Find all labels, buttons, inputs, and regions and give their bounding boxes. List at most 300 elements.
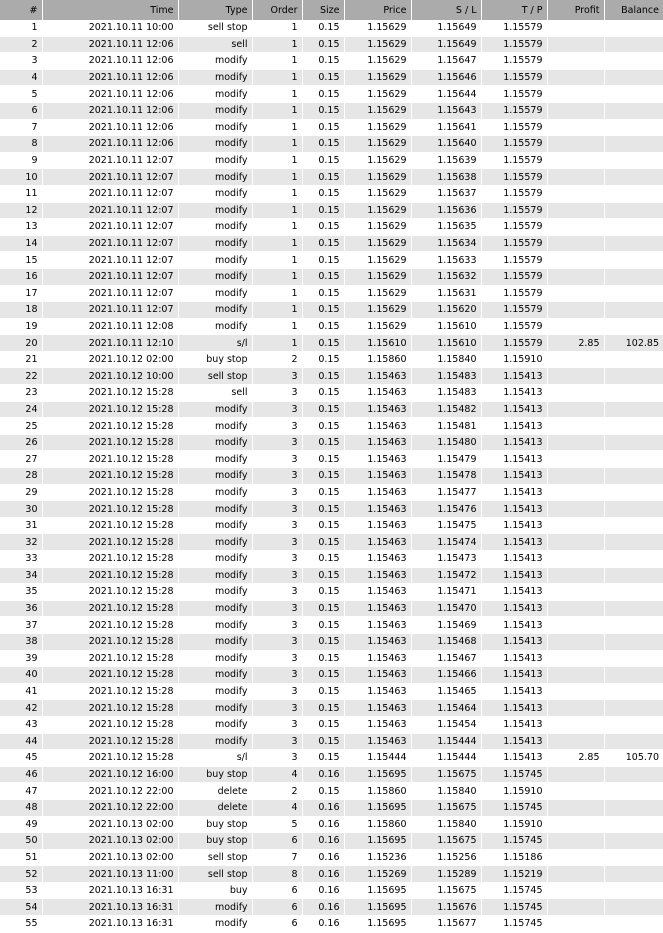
col-size-cell: 0.15 <box>302 235 344 252</box>
col-size-cell: 0.15 <box>302 318 344 335</box>
col-number-cell: 28 <box>0 468 42 485</box>
table-row[interactable] <box>0 86 663 103</box>
col-balance-cell <box>604 766 663 783</box>
col-number-cell: 17 <box>0 285 42 302</box>
col-number-cell: 11 <box>0 185 42 202</box>
col-tp-cell: 1.15579 <box>481 318 547 335</box>
col-time-cell: 2021.10.12 22:00 <box>42 799 178 816</box>
col-profit-cell <box>547 617 604 634</box>
table-row[interactable] <box>0 916 663 933</box>
col-time-cell: 2021.10.12 15:28 <box>42 385 178 402</box>
col-order-cell: 1 <box>252 152 302 169</box>
table-row[interactable] <box>0 119 663 136</box>
col-size-cell: 0.16 <box>302 882 344 899</box>
col-balance-cell <box>604 20 663 36</box>
col-order-cell: 1 <box>252 252 302 269</box>
col-sl-cell: 1.15474 <box>411 534 481 551</box>
col-balance-header[interactable]: Balance <box>604 0 663 20</box>
col-sl-cell: 1.15620 <box>411 302 481 319</box>
table-row[interactable] <box>0 600 663 617</box>
col-order-cell: 3 <box>252 368 302 385</box>
table-row[interactable] <box>0 517 663 534</box>
col-type-cell: modify <box>178 683 252 700</box>
col-time-cell: 2021.10.11 12:06 <box>42 119 178 136</box>
col-type-cell: modify <box>178 169 252 186</box>
col-profit-cell <box>547 766 604 783</box>
col-size-cell: 0.15 <box>302 567 344 584</box>
col-balance-cell <box>604 268 663 285</box>
col-price-cell: 1.15463 <box>344 385 411 402</box>
col-type-cell: modify <box>178 318 252 335</box>
col-tp-cell: 1.15745 <box>481 899 547 916</box>
col-price-cell: 1.15444 <box>344 750 411 767</box>
col-price-cell: 1.15463 <box>344 451 411 468</box>
col-tp-cell: 1.15413 <box>481 551 547 568</box>
col-type-header[interactable]: Type <box>178 0 252 20</box>
col-order-cell: 1 <box>252 335 302 352</box>
col-sl-cell: 1.15644 <box>411 86 481 103</box>
col-time-cell: 2021.10.12 02:00 <box>42 351 178 368</box>
col-type-cell: modify <box>178 716 252 733</box>
table-row[interactable] <box>0 318 663 335</box>
col-price-cell: 1.15463 <box>344 617 411 634</box>
table-row[interactable] <box>0 584 663 601</box>
table-row[interactable] <box>0 833 663 850</box>
col-size-cell: 0.15 <box>302 667 344 684</box>
col-type-cell: modify <box>178 633 252 650</box>
col-number-cell: 52 <box>0 866 42 883</box>
col-order-cell: 1 <box>252 302 302 319</box>
col-size-cell: 0.15 <box>302 633 344 650</box>
col-tp-cell: 1.15579 <box>481 86 547 103</box>
col-profit-cell <box>547 302 604 319</box>
col-profit-cell <box>547 318 604 335</box>
col-balance-cell <box>604 385 663 402</box>
col-tp-header[interactable]: T / P <box>481 0 547 20</box>
table-row[interactable] <box>0 219 663 236</box>
col-price-cell: 1.15629 <box>344 86 411 103</box>
table-row[interactable] <box>0 69 663 86</box>
col-number-cell: 54 <box>0 899 42 916</box>
col-number-cell: 42 <box>0 700 42 717</box>
col-profit-cell: 2.85 <box>547 335 604 352</box>
col-price-header[interactable]: Price <box>344 0 411 20</box>
col-size-cell: 0.15 <box>302 501 344 518</box>
col-balance-cell <box>604 882 663 899</box>
col-time-cell: 2021.10.11 12:06 <box>42 102 178 119</box>
table-row[interactable] <box>0 567 663 584</box>
col-tp-cell: 1.15413 <box>481 716 547 733</box>
col-type-cell: modify <box>178 667 252 684</box>
table-row[interactable] <box>0 268 663 285</box>
table-row[interactable] <box>0 185 663 202</box>
table-row[interactable] <box>0 750 663 767</box>
col-sl-cell: 1.15471 <box>411 584 481 601</box>
table-row[interactable] <box>0 418 663 435</box>
col-time-cell: 2021.10.12 15:28 <box>42 501 178 518</box>
col-number-cell: 4 <box>0 69 42 86</box>
table-row[interactable] <box>0 501 663 518</box>
col-order-cell: 1 <box>252 102 302 119</box>
table-row[interactable] <box>0 285 663 302</box>
col-type-cell: modify <box>178 451 252 468</box>
table-row[interactable] <box>0 235 663 252</box>
table-row[interactable] <box>0 866 663 883</box>
col-sl-cell: 1.15636 <box>411 202 481 219</box>
col-type-cell: modify <box>178 916 252 933</box>
col-profit-cell <box>547 20 604 36</box>
table-row[interactable] <box>0 368 663 385</box>
col-time-cell: 2021.10.12 15:28 <box>42 517 178 534</box>
col-price-cell: 1.15695 <box>344 899 411 916</box>
col-time-cell: 2021.10.11 12:07 <box>42 285 178 302</box>
col-price-cell: 1.15463 <box>344 501 411 518</box>
col-type-cell: modify <box>178 468 252 485</box>
table-body <box>0 20 663 932</box>
table-row[interactable] <box>0 849 663 866</box>
table-row[interactable] <box>0 451 663 468</box>
col-price-cell: 1.15629 <box>344 136 411 153</box>
col-size-cell: 0.15 <box>302 202 344 219</box>
col-tp-cell: 1.15579 <box>481 335 547 352</box>
col-order-cell: 3 <box>252 501 302 518</box>
col-time-cell: 2021.10.12 15:28 <box>42 451 178 468</box>
col-tp-cell: 1.15413 <box>481 600 547 617</box>
col-price-cell: 1.15463 <box>344 567 411 584</box>
table-row[interactable] <box>0 667 663 684</box>
col-time-cell: 2021.10.11 12:10 <box>42 335 178 352</box>
col-order-header[interactable]: Order <box>252 0 302 20</box>
col-size-cell: 0.15 <box>302 285 344 302</box>
col-sl-header[interactable]: S / L <box>411 0 481 20</box>
col-order-cell: 6 <box>252 882 302 899</box>
col-balance-cell <box>604 318 663 335</box>
col-price-cell: 1.15236 <box>344 849 411 866</box>
col-sl-cell: 1.15675 <box>411 799 481 816</box>
col-sl-cell: 1.15677 <box>411 916 481 933</box>
col-price-cell: 1.15610 <box>344 335 411 352</box>
col-balance-cell <box>604 716 663 733</box>
col-balance-cell <box>604 401 663 418</box>
col-price-cell: 1.15629 <box>344 152 411 169</box>
table-row[interactable] <box>0 683 663 700</box>
col-type-cell: modify <box>178 434 252 451</box>
col-size-cell: 0.16 <box>302 816 344 833</box>
col-profit-cell <box>547 152 604 169</box>
col-profit-cell <box>547 434 604 451</box>
col-number-cell: 35 <box>0 584 42 601</box>
col-price-cell: 1.15629 <box>344 169 411 186</box>
col-profit-cell <box>547 385 604 402</box>
col-tp-cell: 1.15745 <box>481 833 547 850</box>
col-order-cell: 1 <box>252 136 302 153</box>
table-row[interactable] <box>0 434 663 451</box>
col-price-cell: 1.15629 <box>344 185 411 202</box>
col-order-cell: 1 <box>252 318 302 335</box>
col-number-cell: 31 <box>0 517 42 534</box>
col-sl-cell: 1.15467 <box>411 650 481 667</box>
col-type-cell: modify <box>178 69 252 86</box>
col-type-cell: buy stop <box>178 351 252 368</box>
col-size-cell: 0.15 <box>302 268 344 285</box>
col-time-cell: 2021.10.12 15:28 <box>42 418 178 435</box>
col-number-cell: 38 <box>0 633 42 650</box>
table-row[interactable] <box>0 799 663 816</box>
col-profit-cell <box>547 700 604 717</box>
table-row[interactable] <box>0 882 663 899</box>
col-sl-cell: 1.15635 <box>411 219 481 236</box>
col-tp-cell: 1.15413 <box>481 401 547 418</box>
col-price-cell: 1.15629 <box>344 318 411 335</box>
table-row[interactable] <box>0 633 663 650</box>
col-time-cell: 2021.10.13 02:00 <box>42 816 178 833</box>
table-row[interactable] <box>0 899 663 916</box>
col-time-cell: 2021.10.12 15:28 <box>42 468 178 485</box>
col-balance-cell <box>604 584 663 601</box>
col-balance-cell <box>604 252 663 269</box>
col-balance-cell <box>604 235 663 252</box>
col-size-header[interactable]: Size <box>302 0 344 20</box>
col-tp-cell: 1.15579 <box>481 185 547 202</box>
col-type-cell: modify <box>178 567 252 584</box>
table-row[interactable] <box>0 351 663 368</box>
col-size-cell: 0.15 <box>302 252 344 269</box>
col-profit-cell <box>547 119 604 136</box>
col-order-cell: 3 <box>252 534 302 551</box>
col-tp-cell: 1.15579 <box>481 53 547 70</box>
col-price-cell: 1.15463 <box>344 650 411 667</box>
col-sl-cell: 1.15610 <box>411 335 481 352</box>
table-row[interactable] <box>0 385 663 402</box>
col-tp-cell: 1.15579 <box>481 302 547 319</box>
table-row[interactable] <box>0 733 663 750</box>
col-order-cell: 3 <box>252 617 302 634</box>
col-order-cell: 3 <box>252 633 302 650</box>
col-balance-cell <box>604 916 663 933</box>
col-sl-cell: 1.15649 <box>411 20 481 36</box>
col-price-cell: 1.15463 <box>344 368 411 385</box>
col-size-cell: 0.15 <box>302 700 344 717</box>
col-tp-cell: 1.15579 <box>481 219 547 236</box>
col-price-cell: 1.15463 <box>344 700 411 717</box>
col-size-cell: 0.16 <box>302 866 344 883</box>
col-time-cell: 2021.10.11 12:08 <box>42 318 178 335</box>
col-price-cell: 1.15463 <box>344 517 411 534</box>
col-size-cell: 0.15 <box>302 20 344 36</box>
col-order-cell: 3 <box>252 700 302 717</box>
table-row[interactable] <box>0 484 663 501</box>
col-size-cell: 0.15 <box>302 102 344 119</box>
col-sl-cell: 1.15479 <box>411 451 481 468</box>
col-size-cell: 0.15 <box>302 551 344 568</box>
col-tp-cell: 1.15186 <box>481 849 547 866</box>
col-sl-cell: 1.15478 <box>411 468 481 485</box>
table-row[interactable] <box>0 716 663 733</box>
col-tp-cell: 1.15413 <box>481 750 547 767</box>
col-balance-cell <box>604 484 663 501</box>
col-time-cell: 2021.10.11 12:06 <box>42 86 178 103</box>
col-price-cell: 1.15695 <box>344 833 411 850</box>
col-profit-cell <box>547 882 604 899</box>
col-tp-cell: 1.15413 <box>481 484 547 501</box>
table-row[interactable] <box>0 169 663 186</box>
col-type-cell: modify <box>178 86 252 103</box>
col-time-cell: 2021.10.12 15:28 <box>42 650 178 667</box>
col-price-cell: 1.15463 <box>344 683 411 700</box>
col-balance-cell <box>604 468 663 485</box>
col-time-cell: 2021.10.12 15:28 <box>42 700 178 717</box>
col-order-cell: 6 <box>252 916 302 933</box>
col-type-cell: sell stop <box>178 20 252 36</box>
col-time-cell: 2021.10.12 15:28 <box>42 733 178 750</box>
col-time-cell: 2021.10.12 15:28 <box>42 633 178 650</box>
col-price-cell: 1.15629 <box>344 20 411 36</box>
col-number-cell: 47 <box>0 783 42 800</box>
table-row[interactable] <box>0 302 663 319</box>
col-size-cell: 0.15 <box>302 716 344 733</box>
col-tp-cell: 1.15579 <box>481 169 547 186</box>
table-row[interactable] <box>0 102 663 119</box>
col-price-cell: 1.15629 <box>344 69 411 86</box>
table-row[interactable] <box>0 783 663 800</box>
col-order-cell: 1 <box>252 119 302 136</box>
col-type-cell: modify <box>178 219 252 236</box>
col-profit-cell <box>547 716 604 733</box>
col-sl-cell: 1.15454 <box>411 716 481 733</box>
col-type-cell: delete <box>178 799 252 816</box>
col-type-cell: modify <box>178 617 252 634</box>
col-time-cell: 2021.10.11 12:06 <box>42 136 178 153</box>
table-row[interactable] <box>0 152 663 169</box>
table-row[interactable] <box>0 468 663 485</box>
col-sl-cell: 1.15477 <box>411 484 481 501</box>
col-number-cell: 37 <box>0 617 42 634</box>
col-profit-cell <box>547 185 604 202</box>
col-balance-cell <box>604 451 663 468</box>
col-time-header[interactable]: Time <box>42 0 178 20</box>
table-row[interactable] <box>0 650 663 667</box>
col-profit-cell <box>547 401 604 418</box>
table-row[interactable] <box>0 401 663 418</box>
col-size-cell: 0.15 <box>302 434 344 451</box>
col-price-cell: 1.15463 <box>344 716 411 733</box>
table-row[interactable] <box>0 816 663 833</box>
col-sl-cell: 1.15675 <box>411 882 481 899</box>
col-balance-cell <box>604 617 663 634</box>
col-order-cell: 1 <box>252 235 302 252</box>
col-time-cell: 2021.10.12 16:00 <box>42 766 178 783</box>
table-row[interactable] <box>0 700 663 717</box>
col-order-cell: 1 <box>252 36 302 53</box>
col-type-cell: sell stop <box>178 368 252 385</box>
table-row[interactable] <box>0 617 663 634</box>
col-profit-cell <box>547 534 604 551</box>
col-time-cell: 2021.10.11 12:06 <box>42 36 178 53</box>
col-profit-cell <box>547 899 604 916</box>
col-order-cell: 1 <box>252 219 302 236</box>
col-size-cell: 0.16 <box>302 799 344 816</box>
col-balance-cell <box>604 302 663 319</box>
col-order-cell: 3 <box>252 434 302 451</box>
col-profit-cell <box>547 501 604 518</box>
col-tp-cell: 1.15579 <box>481 268 547 285</box>
table-row[interactable] <box>0 202 663 219</box>
col-order-cell: 3 <box>252 484 302 501</box>
col-number-cell: 51 <box>0 849 42 866</box>
col-size-cell: 0.15 <box>302 36 344 53</box>
col-tp-cell: 1.15910 <box>481 351 547 368</box>
col-order-cell: 7 <box>252 849 302 866</box>
table-row[interactable] <box>0 136 663 153</box>
col-sl-cell: 1.15610 <box>411 318 481 335</box>
col-sl-cell: 1.15466 <box>411 667 481 684</box>
table-row[interactable] <box>0 20 663 36</box>
col-price-cell: 1.15463 <box>344 534 411 551</box>
col-number-header[interactable]: # <box>0 0 42 20</box>
col-type-cell: modify <box>178 418 252 435</box>
col-size-cell: 0.15 <box>302 401 344 418</box>
col-type-cell: modify <box>178 302 252 319</box>
col-type-cell: modify <box>178 268 252 285</box>
col-order-cell: 3 <box>252 567 302 584</box>
col-type-cell: s/l <box>178 335 252 352</box>
col-number-cell: 18 <box>0 302 42 319</box>
table-row[interactable] <box>0 252 663 269</box>
col-profit-cell <box>547 451 604 468</box>
col-size-cell: 0.15 <box>302 119 344 136</box>
col-time-cell: 2021.10.11 12:07 <box>42 235 178 252</box>
col-profit-cell <box>547 816 604 833</box>
col-size-cell: 0.15 <box>302 650 344 667</box>
col-size-cell: 0.15 <box>302 451 344 468</box>
col-time-cell: 2021.10.11 12:06 <box>42 69 178 86</box>
col-time-cell: 2021.10.12 15:28 <box>42 434 178 451</box>
col-order-cell: 1 <box>252 86 302 103</box>
col-profit-header[interactable]: Profit <box>547 0 604 20</box>
col-type-cell: modify <box>178 551 252 568</box>
col-tp-cell: 1.15579 <box>481 69 547 86</box>
col-number-cell: 10 <box>0 169 42 186</box>
table-row[interactable] <box>0 53 663 70</box>
col-size-cell: 0.16 <box>302 833 344 850</box>
col-order-cell: 8 <box>252 866 302 883</box>
col-type-cell: modify <box>178 285 252 302</box>
col-sl-cell: 1.15649 <box>411 36 481 53</box>
col-number-cell: 20 <box>0 335 42 352</box>
col-profit-cell <box>547 86 604 103</box>
col-number-cell: 7 <box>0 119 42 136</box>
table-row[interactable] <box>0 766 663 783</box>
col-profit-cell <box>547 219 604 236</box>
col-number-cell: 50 <box>0 833 42 850</box>
col-price-cell: 1.15860 <box>344 351 411 368</box>
table-row[interactable] <box>0 36 663 53</box>
col-sl-cell: 1.15476 <box>411 501 481 518</box>
col-number-cell: 15 <box>0 252 42 269</box>
col-price-cell: 1.15463 <box>344 667 411 684</box>
table-row[interactable] <box>0 335 663 352</box>
col-profit-cell <box>547 799 604 816</box>
col-balance-cell <box>604 799 663 816</box>
col-time-cell: 2021.10.12 15:28 <box>42 617 178 634</box>
table-row[interactable] <box>0 551 663 568</box>
col-profit-cell <box>547 235 604 252</box>
col-profit-cell <box>547 517 604 534</box>
col-number-cell: 48 <box>0 799 42 816</box>
col-price-cell: 1.15860 <box>344 783 411 800</box>
col-time-cell: 2021.10.12 22:00 <box>42 783 178 800</box>
table-row[interactable] <box>0 534 663 551</box>
